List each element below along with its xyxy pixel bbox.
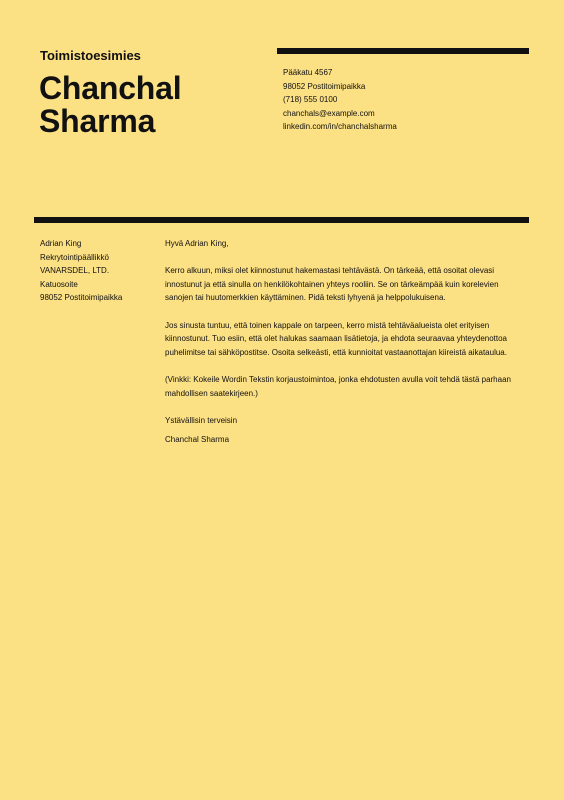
contact-linkedin: linkedin.com/in/chanchalsharma	[283, 122, 397, 132]
recipient-company: VANARSDEL, LTD.	[40, 266, 110, 276]
contact-street: Pääkatu 4567	[283, 68, 333, 77]
closing: Ystävällisin terveisin	[165, 415, 238, 425]
salutation: Hyvä Adrian King,	[165, 239, 229, 248]
job-title: Toimistoesimies	[40, 48, 141, 63]
section-divider	[34, 217, 529, 223]
recipient-block	[40, 237, 122, 305]
first-name: Chanchal	[39, 70, 182, 106]
contact-email: chanchals@example.com	[283, 108, 375, 118]
recipient-name: Adrian King	[40, 239, 82, 248]
applicant-name	[39, 72, 181, 138]
recipient-street: Katuosoite	[40, 279, 78, 289]
signature: Chanchal Sharma	[165, 435, 230, 445]
recipient-title: Rekrytointipäällikkö	[40, 252, 109, 262]
contact-block	[283, 66, 397, 134]
contact-postal: 98052 Postitoimipaikka	[283, 81, 366, 91]
paragraph-1: Kerro alkuun, miksi olet kiinnostunut hakemastasi tehtävästä. On tärkeää, että osoitat olevasi innostunut ja että sinulla on henkilökohtainen yhteys rooliin. Se on tärkeämpää kuin korelevien sanojen tai huutomerkkien käyttäminen. Pidä teksti lyhyenä ja helppolukuisena.	[165, 266, 499, 303]
last-name: Sharma	[39, 103, 156, 139]
recipient-postal: 98052 Postitoimipaikka	[40, 293, 123, 303]
paragraph-2: Jos sinusta tuntuu, että toinen kappale on tarpeen, kerro mistä tehtäväalueista olet erityisen kiinnostunut. Tuo esiin, että olet halukas saamaan lisätietoja, ja ehdota seuraavaa yhteydenottoa puhelimitse tai sähköpostitse. Osoita selkeästi, että kunnioitat vastaanottajan kiireistä aikataulua.	[165, 320, 508, 357]
letter-body	[165, 237, 527, 461]
contact-phone: (718) 555 0100	[283, 95, 338, 105]
top-divider	[277, 48, 529, 54]
paragraph-3: (Vinkki: Kokeile Wordin Tekstin korjaustoimintoa, jonka ehdotusten avulla voit tehdä tästä parhaan mahdollisen saatekirjeen.)	[165, 374, 511, 398]
